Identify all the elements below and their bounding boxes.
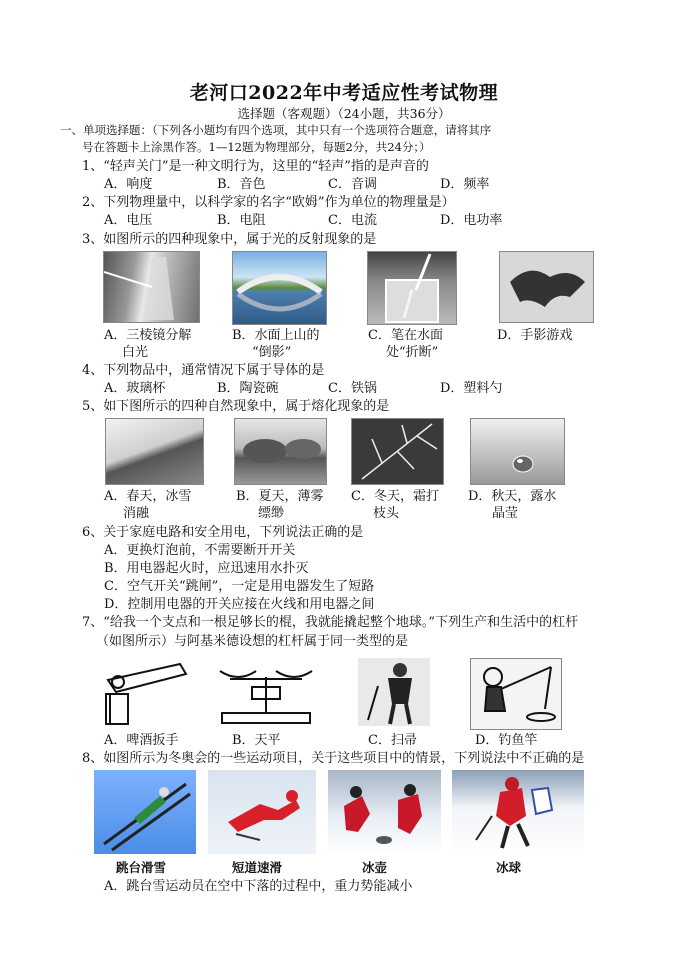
q7-caption-d[interactable]: D．钓鱼竿: [475, 733, 538, 748]
q5-caption-b[interactable]: B．夏天，薄雾: [236, 489, 324, 504]
curling-photo: [328, 770, 441, 854]
q4-option-b[interactable]: B．陶瓷碗: [217, 381, 279, 396]
bridge-photo: [232, 251, 327, 325]
q5-caption-d-2: 晶莹: [492, 506, 519, 521]
dewdrop-photo: [470, 418, 565, 485]
q7-caption-b[interactable]: B．天平: [232, 733, 281, 748]
q2-stem: 2、下列物理量中，以科学家的名字“欧姆”作为单位的物理量是）: [82, 195, 455, 210]
q4-option-a[interactable]: A．玻璃杯: [104, 381, 166, 396]
sport-label-curling: 冰壶: [362, 860, 388, 875]
balance-scale-drawing: [216, 657, 316, 725]
q2-option-a[interactable]: A．电压: [104, 213, 153, 228]
q6-option-c[interactable]: C．空气开关“跳闸”，一定是用电器发生了短路: [104, 579, 375, 594]
q5-caption-c-2: 枝头: [373, 506, 400, 521]
melting-snow-photo: [105, 418, 204, 485]
q1-option-c[interactable]: C．音调: [328, 177, 377, 192]
q4-stem: 4、下列物品中，通常情况下属于导体的是: [82, 363, 325, 378]
pencil-in-water-photo: [367, 251, 457, 325]
broom-sweeping-photo: [358, 658, 430, 726]
q1-option-a[interactable]: A．响度: [104, 177, 153, 192]
q7-stem: 7、“给我一个支点和一根足够长的棍，我就能撬起整个地球。”下列生产和生活中的杠杆: [82, 615, 579, 630]
q8-option-a[interactable]: A．跳台雪运动员在空中下落的过程中，重力势能减小: [104, 879, 413, 894]
q6-stem: 6、关于家庭电路和安全用电，下列说法正确的是: [82, 525, 364, 540]
q5-caption-d[interactable]: D．秋天，露水: [468, 489, 557, 504]
q3-caption-c-2: 处“折断”: [386, 345, 439, 360]
q3-caption-d[interactable]: D．手影游戏: [497, 328, 573, 343]
q2-option-d[interactable]: D．电功率: [440, 213, 503, 228]
q5-caption-a-2: 消融: [123, 506, 150, 521]
q1-stem: 1、“轻声关门”是一种文明行为，这里的“轻声”指的是声音的: [82, 159, 429, 174]
q7-stem-cont: （如图所示）与阿基米德设想的杠杆属于同一类型的是: [96, 634, 409, 649]
q7-caption-c[interactable]: C．扫帚: [368, 733, 417, 748]
q6-option-a[interactable]: A．更换灯泡前，不需要断开开关: [104, 543, 296, 558]
fishing-rod-drawing: [470, 658, 562, 730]
hand-shadow-photo: [499, 251, 594, 323]
q4-option-c[interactable]: C．铁锅: [328, 381, 377, 396]
ice-hockey-photo: [452, 770, 584, 854]
bottle-opener-drawing: [100, 660, 192, 726]
q1-option-d[interactable]: D．频率: [440, 177, 490, 192]
q5-caption-b-2: 缥缈: [258, 506, 285, 521]
sport-label-ski-jump: 跳台滑雪: [116, 860, 167, 875]
frost-branch-photo: [351, 418, 444, 485]
q4-option-d[interactable]: D．塑料勺: [440, 381, 503, 396]
q3-caption-b[interactable]: B．水面上山的: [232, 328, 320, 343]
q3-caption-c[interactable]: C．笔在水面: [368, 328, 443, 343]
prism-photo: [103, 251, 200, 323]
q5-caption-a[interactable]: A．春天，冰雪: [104, 489, 192, 504]
mist-photo: [234, 418, 327, 485]
sport-label-ice-hockey: 冰球: [496, 860, 522, 875]
q5-caption-c[interactable]: C．冬天，霜打: [351, 489, 439, 504]
q3-caption-b-2: “倒影”: [252, 345, 292, 360]
q7-caption-a[interactable]: A．啤酒扳手: [104, 733, 179, 748]
q6-option-d[interactable]: D．控制用电器的开关应接在火线和用电器之间: [104, 597, 375, 612]
q1-option-b[interactable]: B．音色: [217, 177, 266, 192]
q3-stem: 3、如图所示的四种现象中，属于光的反射现象的是: [82, 232, 377, 247]
q2-option-c[interactable]: C．电流: [328, 213, 377, 228]
q8-stem: 8、如图所示为冬奥会的一些运动项目，关于这些项目中的情景，下列说法中不正确的是: [82, 751, 585, 766]
q6-option-b[interactable]: B．用电器起火时，应迅速用水扑灭: [104, 561, 309, 576]
q2-option-b[interactable]: B．电阻: [217, 213, 266, 228]
sport-label-speed-skating: 短道速滑: [232, 860, 283, 875]
section-heading: 一、单项选择题：（下列各小题均有四个选项，其中只有一个选项符合题意，请将其序: [60, 123, 492, 137]
page-subtitle: 选择题（客观题）（24小题，共36分）: [237, 106, 451, 121]
q3-caption-a[interactable]: A．三棱镜分解: [104, 328, 192, 343]
speed-skating-photo: [208, 770, 316, 854]
section-heading-cont: 号在答题卡上涂黑作答。1—12题为物理部分，每题2分，共24分；）: [82, 140, 431, 154]
q3-caption-a-2: 白光: [122, 345, 149, 360]
page-title: 老河口2022年中考适应性考试物理: [189, 82, 499, 104]
ski-jump-photo: [94, 770, 196, 854]
q5-stem: 5、如下图所示的四种自然现象中，属于熔化现象的是: [82, 399, 390, 414]
